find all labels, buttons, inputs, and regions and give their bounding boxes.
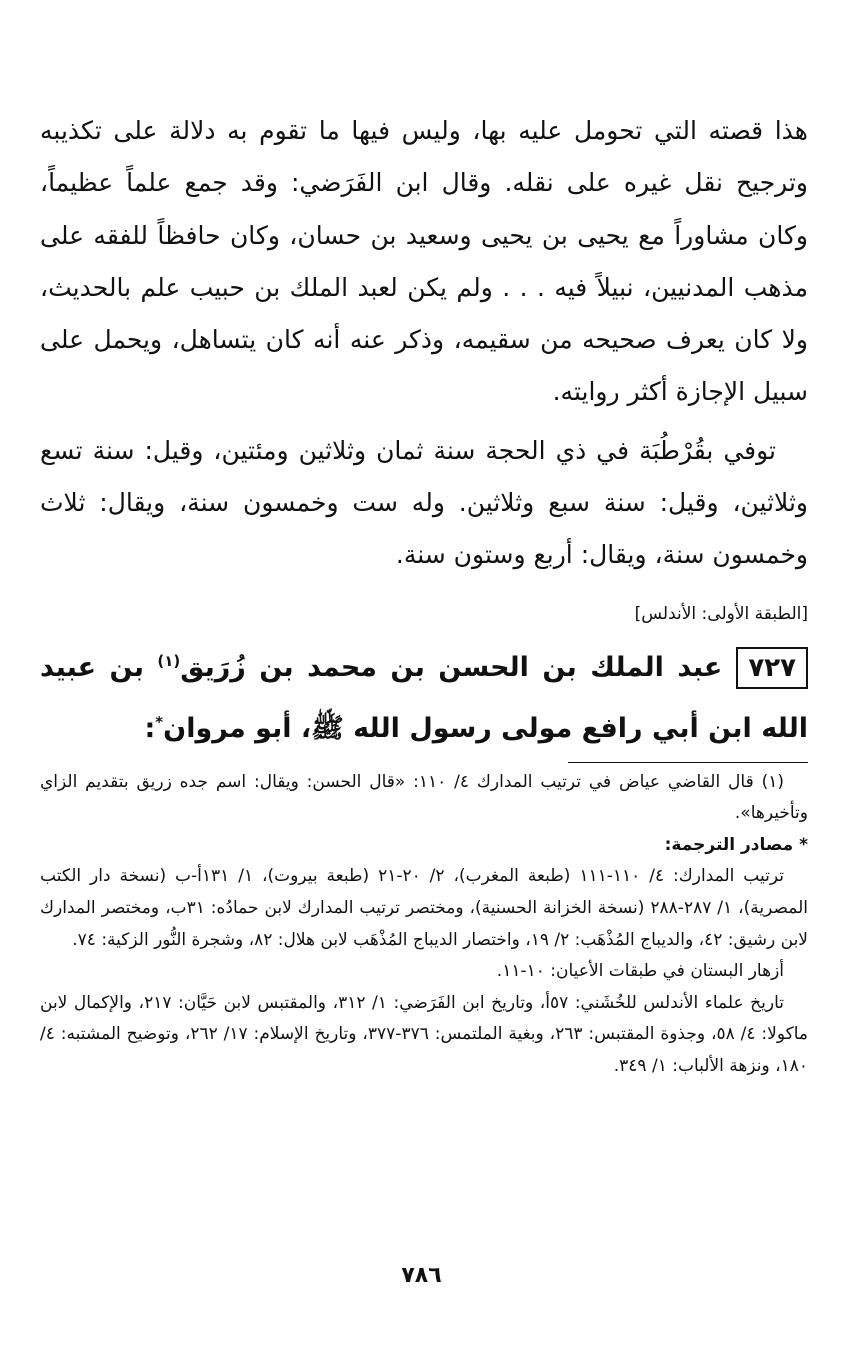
entry-title-part1: عبد الملك بن الحسن بن محمد بن زُرَيق (180, 651, 723, 683)
entry-title-part2: بن عبيد الله ابن أبي رافع مولى رسول الله ﷺ، أبو مروان (40, 651, 808, 744)
footnote-mark: (١) (157, 651, 181, 670)
main-text (40, 105, 808, 582)
entry-title-end: : (144, 712, 156, 744)
footnote-1: (١) قال القاضي عياض في ترتيب المدارك ٤/ ١١٠: «قال الحسن: ويقال: اسم جده زريق بتقديم الزاي وتأخيرها». (40, 771, 808, 824)
body-paragraph-2: توفي بقُرْطُبَة في ذي الحجة سنة ثمان وثلاثين ومئتين، وقيل: سنة تسع وثلاثين، وقيل: سنة سبع وثلاثين. وله ست وخمسون سنة، ويقال: ثلاث وخمسون سنة، ويقال: أربع وستون سنة. (40, 435, 808, 570)
section-tag: [الطبقة الأولى: الأندلس] (634, 603, 808, 624)
source-paragraph-2: أزهار البستان في طبقات الأعيان: ١٠-١١. (496, 961, 784, 982)
footnotes (40, 767, 808, 1083)
entry-heading (40, 634, 808, 756)
sources-label: * مصادر الترجمة: (664, 834, 808, 855)
source-paragraph-3: تاريخ علماء الأندلس للخُشَني: ٥٧أ، وتاريخ ابن الفَرَضي: ١/ ٣١٢، والمقتبس لابن حَيَّان: ٢١٧، والإكمال لابن ماكولا: ٤/ ٥٨، وجذوة المقتبس: ٢٦٣، وبغية الملتمس: ٣٧٦-٣٧٧، وتاريخ الإسلام: ١٧/ ٢٦٢، وتوضيح المشتبه: ٤/ ١٨٠، ونزهة الألباب: ١/ ٣٤٩. (40, 992, 808, 1077)
entry-number: ٧٢٧ (736, 647, 808, 689)
source-paragraph-1: ترتيب المدارك: ٤/ ١١٠-١١١ (طبعة المغرب)، ٢/ ٢٠-٢١ (طبعة بيروت)، ١/ ١٣١أ-ب (نسخة دار الكتب المصرية)، ١/ ٢٨٧-٢٨٨ (نسخة الخزانة الحسنية)، ومختصر ترتيب المدارك لابن حمادُه: ٣١ب، ومختصر المدارك لابن رشيق: ٤٢، والديباج المُذْهَب: ٢/ ١٩، واختصار الديباج المُذْهَب لابن هلال: ٨٢، وشجرة النُّور الزكية: ٧٤. (40, 866, 808, 950)
star-mark: * (155, 712, 164, 731)
page-number: ٧٨٦ (401, 1263, 442, 1288)
page-content (40, 105, 808, 1083)
footnote-divider (568, 762, 808, 763)
body-paragraph-1: هذا قصته التي تحومل عليه بها، وليس فيها ما تقوم به دلالة على تكذيبه وترجيح نقل غيره على نقله. وقال ابن الفَرَضي: وقد جمع علماً عظيماً، وكان مشاوراً مع يحيى بن يحيى وسعيد بن حسان، وكان حافظاً للفقه على مذهب المدنيين، نبيلاً فيه . . . ولم يكن لعبد الملك بن حبيب علم بالحديث، ولا كان يعرف صحيحه من سقيمه، وذكر عنه أنه كان يتساهل، ويحمل على سبيل الإجازة أكثر روايته. (40, 116, 808, 407)
